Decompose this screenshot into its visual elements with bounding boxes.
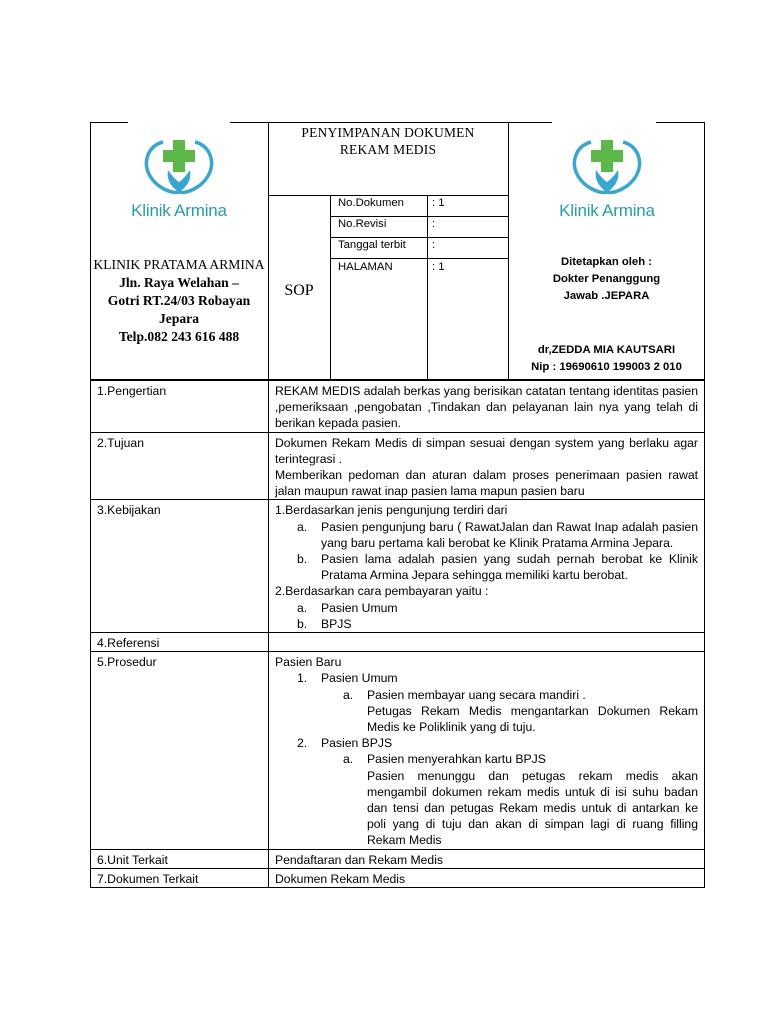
step-text: Pasien BPJS — [321, 736, 393, 751]
meta-value-halaman: : 1 — [432, 261, 445, 273]
substep-marker: a. — [343, 752, 354, 767]
section-text — [269, 633, 705, 652]
substep-marker: a. — [343, 687, 354, 702]
title-line-1: PENYIMPANAN DOKUMEN — [301, 125, 475, 140]
clinic-phone: Telp.082 243 616 488 — [118, 329, 240, 344]
signatory-block — [508, 342, 705, 376]
section-label: 2.Tujuan — [91, 432, 269, 500]
list-text: Pasien pengunjung baru ( RawatJalan dan Rawat Inap adalah pasien yang baru pertama kali berobat ke Klinik Pratama Armina Jepara. — [321, 519, 698, 550]
prosedur-heading: Pasien Baru — [275, 655, 342, 670]
section-content — [269, 652, 705, 849]
section-tujuan — [91, 432, 705, 500]
sop-label: SOP — [284, 282, 314, 299]
list-item — [275, 616, 698, 632]
procedure-step — [275, 735, 698, 751]
list-text: Pasien Umum — [321, 600, 398, 615]
section-unit-terkait — [91, 849, 705, 868]
section-text: Pendaftaran dan Rekam Medis — [269, 849, 705, 868]
section-referensi — [91, 633, 705, 652]
section-text: Dokumen Rekam Medis — [269, 868, 705, 887]
list-item — [275, 600, 698, 616]
meta-value-no-revisi: : — [432, 218, 436, 230]
meta-label-no-dokumen: No.Dokumen — [338, 197, 404, 209]
doctor-nip: Nip : 19690610 199003 2 010 — [531, 361, 682, 373]
substep-continuation: Pasien menunggu dan petugas rekam medis akan mengambil dokumen rekam medis untuk di isi suhu badan dan tensi dan petugas Rekam medis untuk di antarkan ke poli yang di tuju dan akan di simpan lagi di ruang filling Rekam Medis — [367, 768, 698, 848]
approval-block — [508, 254, 705, 305]
kebijakan-intro-2: 2.Berdasarkan cara pembayaran yaitu : — [275, 584, 489, 599]
logo-text: Klinik Armina — [131, 201, 227, 220]
meta-label-halaman: HALAMAN — [338, 261, 393, 273]
section-dokumen-terkait — [91, 868, 705, 887]
section-text: REKAM MEDIS adalah berkas yang berisikan catatan tentang identitas pasien ,pemeriksaan ,pengobatan ,Tindakan dan pelayanan lain nya yang telah di berikan kepada pasien. — [269, 381, 705, 433]
kebijakan-intro-1: 1.Berdasarkan jenis pengunjung terdiri dari — [275, 503, 508, 518]
section-pengertian — [91, 381, 705, 433]
step-text: Pasien Umum — [321, 671, 398, 686]
approval-line-2: Dokter Penanggung — [552, 273, 661, 285]
clinic-identity — [90, 256, 268, 346]
substep-text — [367, 751, 698, 848]
section-label: 7.Dokumen Terkait — [91, 868, 269, 887]
list-text: Pasien lama adalah pasien yang sudah pernah berobat ke Klinik Pratama Armina Jepara sehingga memiliki kartu berobat. — [321, 552, 698, 583]
clinic-logo-icon — [130, 130, 228, 202]
clinic-address-line-1: Jln. Raya Welahan – — [119, 275, 239, 290]
section-content — [269, 500, 705, 633]
step-marker: 1. — [297, 671, 308, 686]
list-marker: b. — [297, 616, 308, 631]
list-item — [275, 519, 698, 551]
clinic-logo-right — [558, 130, 656, 221]
meta-value-tanggal-terbit: : — [432, 239, 436, 251]
meta-label-no-revisi: No.Revisi — [338, 218, 387, 230]
section-prosedur — [91, 652, 705, 849]
step-marker: 2. — [297, 736, 308, 751]
clinic-name: KLINIK PRATAMA ARMINA — [93, 257, 265, 272]
meta-value-no-dokumen: : 1 — [432, 197, 445, 209]
section-content — [269, 432, 705, 500]
clinic-logo-left — [130, 130, 228, 221]
list-marker: a. — [297, 600, 308, 615]
section-label: 3.Kebijakan — [91, 500, 269, 633]
list-item — [275, 551, 698, 583]
tujuan-paragraph-2: Memberikan pedoman dan aturan dalam proses penerimaan pasien rawat jalan maupun rawat inap pasien lama mapun pasien baru — [275, 468, 698, 499]
section-label: 6.Unit Terkait — [91, 849, 269, 868]
approval-line-1: Ditetapkan oleh : — [560, 256, 652, 268]
section-kebijakan — [91, 500, 705, 633]
procedure-step — [275, 670, 698, 686]
sop-header — [90, 122, 705, 380]
substep-continuation: Petugas Rekam Medis mengantarkan Dokumen Rekam Medis ke Poliklinik yang di tuju. — [367, 703, 698, 735]
substep-line: Pasien membayar uang secara mandiri . — [367, 687, 586, 702]
doctor-name: dr,ZEDDA MIA KAUTSARI — [537, 344, 676, 356]
section-label: 5.Prosedur — [91, 652, 269, 849]
document-title — [268, 124, 508, 158]
tujuan-paragraph-1: Dokumen Rekam Medis di simpan sesuai dengan system yang berlaku agar terintegrasi . — [275, 435, 698, 466]
section-label: 1.Pengertian — [91, 381, 269, 433]
sop-content-table — [90, 380, 705, 888]
list-text: BPJS — [321, 616, 352, 631]
list-marker: b. — [297, 552, 308, 567]
clinic-address-line-3: Jepara — [158, 311, 200, 326]
section-label: 4.Referensi — [91, 633, 269, 652]
title-line-2: REKAM MEDIS — [339, 142, 437, 157]
procedure-substep — [275, 751, 698, 848]
substep-line: Pasien menyerahkan kartu BPJS — [367, 752, 546, 767]
logo-text: Klinik Armina — [559, 201, 655, 220]
procedure-substep — [275, 687, 698, 736]
clinic-address-line-2: Gotri RT.24/03 Robayan — [107, 293, 251, 308]
approval-line-3: Jawab .JEPARA — [563, 290, 650, 302]
list-marker: a. — [297, 519, 308, 534]
substep-text — [367, 687, 698, 736]
clinic-logo-icon — [558, 130, 656, 202]
meta-label-tanggal-terbit: Tanggal terbit — [338, 239, 406, 251]
